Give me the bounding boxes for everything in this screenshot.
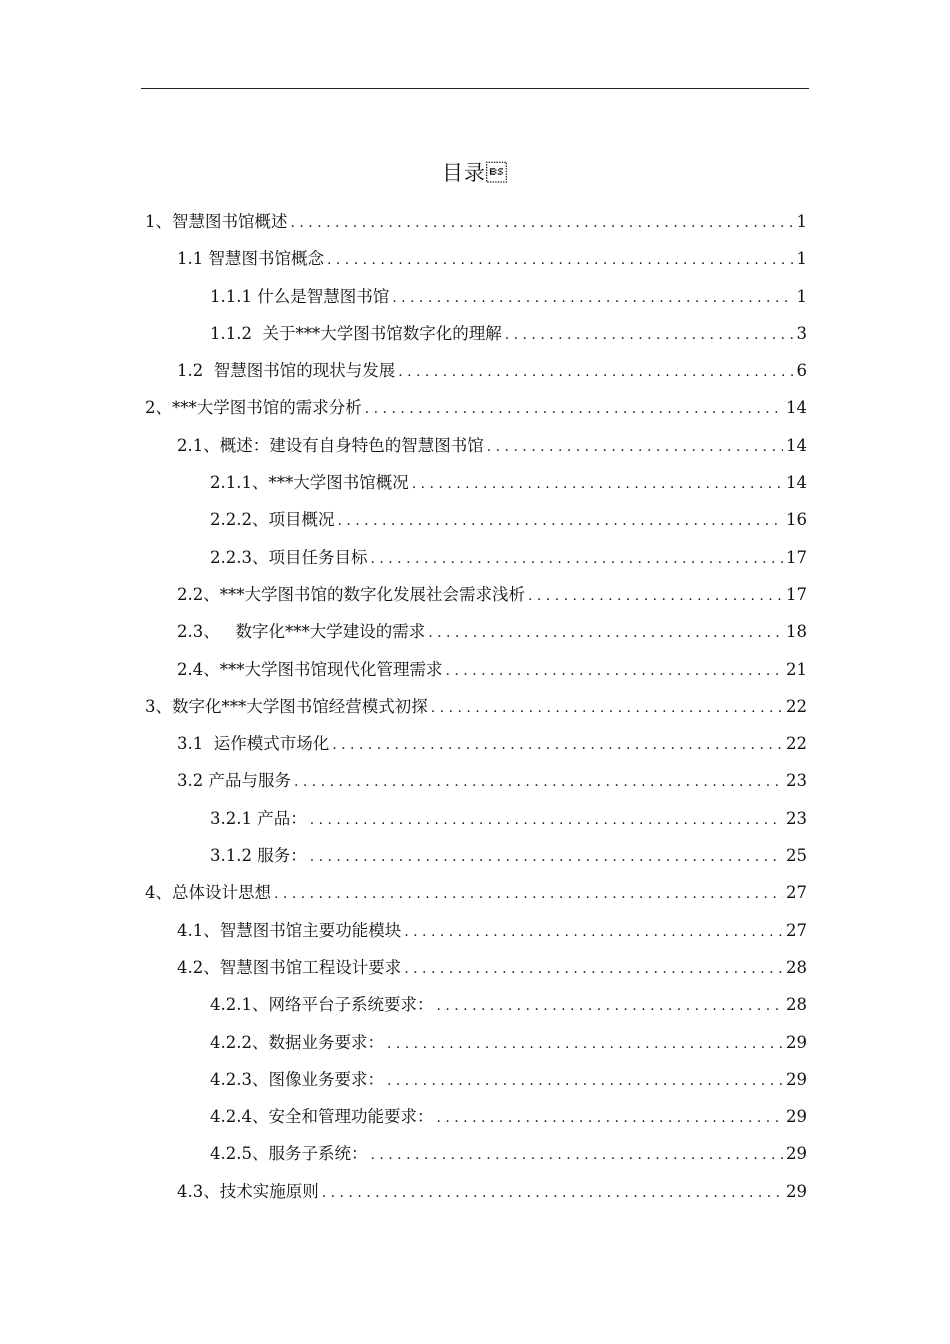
toc-entry[interactable] xyxy=(141,1135,807,1172)
toc-dot-leader xyxy=(446,653,784,690)
toc-entry-label: 4.2、智慧图书馆工程设计要求 xyxy=(177,957,402,977)
toc-dot-leader xyxy=(370,1137,783,1174)
toc-entry-page: 22 xyxy=(786,696,807,716)
toc-dot-leader xyxy=(505,317,794,354)
toc-entry[interactable] xyxy=(141,837,807,874)
toc-dot-leader xyxy=(387,1026,783,1063)
toc-entry-page: 18 xyxy=(786,622,807,642)
toc-entry[interactable] xyxy=(141,762,807,799)
toc-entry-page: 29 xyxy=(786,1032,807,1052)
toc-dot-leader xyxy=(291,205,794,242)
toc-dot-leader xyxy=(404,951,783,988)
toc-entry[interactable] xyxy=(141,427,807,464)
toc-entry-label: 4.2.3、图像业务要求： xyxy=(210,1069,384,1089)
toc-entry-label: 3.2.1 产品： xyxy=(210,808,307,828)
toc-entry[interactable] xyxy=(141,986,807,1023)
toc-dot-leader xyxy=(365,391,783,428)
toc-entry-label: 4.2.4、安全和管理功能要求： xyxy=(210,1107,434,1127)
toc-entry-label: 4.2.2、数据业务要求： xyxy=(210,1032,384,1052)
toc-entry[interactable] xyxy=(141,800,807,837)
toc-entry[interactable] xyxy=(141,240,807,277)
toc-entry-label: 4、总体设计思想 xyxy=(145,883,271,903)
toc-dot-leader xyxy=(332,727,783,764)
toc-entry-label: 1.1.1 什么是智慧图书馆 xyxy=(210,286,390,306)
toc-entry-page: 16 xyxy=(786,510,807,530)
toc-title: 目录 xyxy=(442,161,508,185)
toc-entry-label: 4.2.1、网络平台子系统要求： xyxy=(210,995,434,1015)
toc-entry-label: 2.4、***大学图书馆现代化管理需求 xyxy=(177,659,443,679)
toc-entry-page: 17 xyxy=(786,547,807,567)
toc-dot-leader xyxy=(310,839,783,876)
toc-entry-label: 2.1.1、***大学图书馆概况 xyxy=(210,473,409,493)
toc-entry-page: 14 xyxy=(786,473,807,493)
toc-entry-page: 3 xyxy=(796,323,807,343)
toc-entry[interactable] xyxy=(141,1173,807,1210)
toc-entry-page: 23 xyxy=(786,771,807,791)
toc-entry[interactable] xyxy=(141,501,807,538)
toc-dot-leader xyxy=(436,988,783,1025)
toc-entry-page: 29 xyxy=(786,1144,807,1164)
toc-entry-label: 1.1.2 关于***大学图书馆数字化的理解 xyxy=(210,323,502,343)
toc-dot-leader xyxy=(404,914,783,951)
toc-entry-page: 29 xyxy=(786,1181,807,1201)
toc-dot-leader xyxy=(310,802,783,839)
toc-entry-label: 3.2 产品与服务 xyxy=(177,771,291,791)
toc-entry-page: 22 xyxy=(786,734,807,754)
toc-entry-label: 1、智慧图书馆概述 xyxy=(145,212,288,231)
toc-dot-leader xyxy=(392,280,793,317)
toc-entry-page: 14 xyxy=(786,398,807,418)
toc-dot-leader xyxy=(387,1063,783,1100)
toc-entry[interactable] xyxy=(141,874,807,911)
toc-entry-page: 25 xyxy=(786,846,807,866)
toc-entry-page: 1 xyxy=(796,212,807,231)
toc-dot-leader xyxy=(436,1100,783,1137)
toc-dot-leader xyxy=(487,429,783,466)
toc-entry[interactable] xyxy=(141,352,807,389)
toc-entry-label: 2.1、概述：建设有自身特色的智慧图书馆 xyxy=(177,435,484,455)
toc-entry-label: 2.2.2、项目概况 xyxy=(210,510,335,530)
toc-entry[interactable] xyxy=(141,949,807,986)
toc-entry-page: 28 xyxy=(786,957,807,977)
toc-entry-label: 3、数字化***大学图书馆经营模式初探 xyxy=(145,696,428,716)
toc-entry[interactable] xyxy=(141,539,807,576)
toc-entry-page: 1 xyxy=(796,249,807,269)
toc-entry-label: 1.1 智慧图书馆概念 xyxy=(177,249,324,269)
toc-entry-label: 4.2.5、服务子系统： xyxy=(210,1144,368,1164)
toc-entry-page: 29 xyxy=(786,1107,807,1127)
toc-entry-page: 27 xyxy=(786,920,807,940)
toc-entry[interactable] xyxy=(141,725,807,762)
toc-entry[interactable] xyxy=(141,203,807,240)
toc-entry[interactable] xyxy=(141,278,807,315)
toc-entry-label: 2、***大学图书馆的需求分析 xyxy=(145,398,362,418)
table-of-contents xyxy=(141,203,807,1210)
toc-entry[interactable] xyxy=(141,1098,807,1135)
toc-dot-leader xyxy=(412,466,783,503)
toc-entry[interactable] xyxy=(141,688,807,725)
toc-entry-label: 1.2 智慧图书馆的现状与发展 xyxy=(177,361,396,381)
toc-entry-page: 21 xyxy=(786,659,807,679)
toc-dot-leader xyxy=(431,690,783,727)
toc-entry-label: 2.2.3、项目任务目标 xyxy=(210,547,368,567)
toc-entry-label: 3.1.2 服务： xyxy=(210,846,307,866)
toc-entry-page: 1 xyxy=(796,286,807,306)
toc-entry-label: 4.1、智慧图书馆主要功能模块 xyxy=(177,920,402,940)
toc-entry-page: 29 xyxy=(786,1069,807,1089)
toc-entry[interactable] xyxy=(141,1024,807,1061)
toc-dot-leader xyxy=(322,1175,783,1212)
toc-dot-leader xyxy=(294,764,783,801)
toc-dot-leader xyxy=(327,242,794,279)
toc-entry[interactable] xyxy=(141,464,807,501)
toc-dot-leader xyxy=(337,503,783,540)
toc-dot-leader xyxy=(398,354,793,391)
toc-entry[interactable] xyxy=(141,651,807,688)
toc-entry-label: 2.2、***大学图书馆的数字化发展社会需求浅析 xyxy=(177,584,525,604)
toc-entry[interactable] xyxy=(141,315,807,352)
toc-entry-label: 4.3、技术实施原则 xyxy=(177,1181,319,1201)
header-rule xyxy=(141,88,809,89)
toc-entry[interactable] xyxy=(141,576,807,613)
toc-entry-page: 6 xyxy=(796,361,807,381)
toc-entry-page: 17 xyxy=(786,584,807,604)
toc-entry[interactable] xyxy=(141,912,807,949)
toc-entry[interactable] xyxy=(141,613,807,650)
toc-entry-page: 27 xyxy=(786,883,807,903)
toc-entry-page: 23 xyxy=(786,808,807,828)
toc-entry[interactable] xyxy=(141,389,807,426)
toc-entry-page: 14 xyxy=(786,435,807,455)
toc-entry[interactable] xyxy=(141,1061,807,1098)
toc-dot-leader xyxy=(528,578,783,615)
toc-entry-label: 3.1 运作模式市场化 xyxy=(177,734,330,754)
toc-dot-leader xyxy=(428,615,783,652)
toc-dot-leader xyxy=(274,876,783,913)
toc-entry-page: 28 xyxy=(786,995,807,1015)
toc-entry-label: 2.3、 数字化***大学建设的需求 xyxy=(177,622,426,642)
toc-dot-leader xyxy=(370,541,783,578)
